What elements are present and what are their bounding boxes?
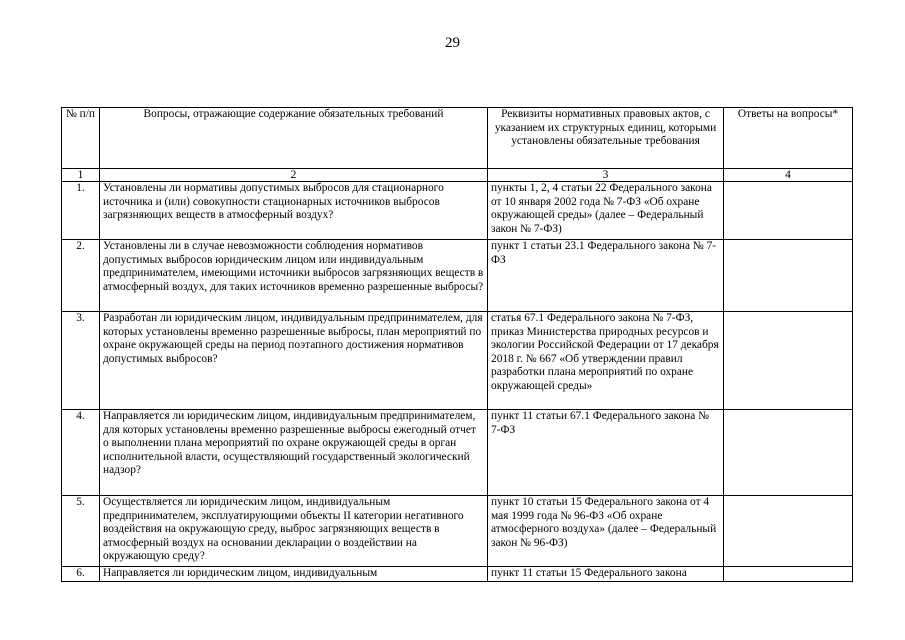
row-question: Направляется ли юридическим лицом, индивидуальным предпринимателем, для которых установлены временно разрешенные выбросы ежегодный отчет о выполнении плана мероприятий по охране окружающей среды в орган исполнительной власти, осуществляющий государственный экологический надзор? [100, 410, 488, 496]
table-header-row [62, 108, 853, 169]
column-number: 3 [488, 169, 724, 182]
table-row [62, 567, 853, 582]
row-answer-cell[interactable] [724, 496, 853, 567]
column-number: 2 [100, 169, 488, 182]
table-row [62, 312, 853, 410]
column-number: 1 [62, 169, 100, 182]
table-row [62, 496, 853, 567]
row-question: Установлены ли нормативы допустимых выбросов для стационарного источника и (или) совокупности стационарных источников выбросов загрязняющих веществ в атмосферный воздух? [100, 182, 488, 240]
header-answers: Ответы на вопросы* [724, 108, 853, 169]
row-reference: пункт 10 статьи 15 Федерального закона от 4 мая 1999 года № 96-ФЗ «Об охране атмосферного воздуха» (далее – Федеральный закон № 96-ФЗ) [488, 496, 724, 567]
row-answer-cell[interactable] [724, 182, 853, 240]
row-number: 2. [62, 240, 100, 312]
row-answer-cell[interactable] [724, 410, 853, 496]
table-row [62, 240, 853, 312]
row-reference: пункт 1 статьи 23.1 Федерального закона № 7-ФЗ [488, 240, 724, 312]
row-number: 5. [62, 496, 100, 567]
row-question: Направляется ли юридическим лицом, индивидуальным [100, 567, 488, 582]
page-number: 29 [445, 35, 460, 51]
row-reference: пункт 11 статьи 15 Федерального закона [488, 567, 724, 582]
table-row [62, 182, 853, 240]
row-answer-cell[interactable] [724, 567, 853, 582]
table-row [62, 410, 853, 496]
header-references: Реквизиты нормативных правовых актов, с указанием их структурных единиц, которыми установлены обязательные требования [488, 108, 724, 169]
requirements-table [61, 107, 853, 582]
row-number: 1. [62, 182, 100, 240]
row-question: Установлены ли в случае невозможности соблюдения нормативов допустимых выбросов юридическим лицом или индивидуальным предпринимателем, имеющими источники выбросов загрязняющих веществ в атмосферный воздух, для таких источников временно разрешенные выбросы? [100, 240, 488, 312]
header-number: № п/п [62, 108, 100, 169]
row-number: 6. [62, 567, 100, 582]
row-question: Разработан ли юридическим лицом, индивидуальным предпринимателем, для которых установлены временно разрешенные выбросы, план мероприятий по охране окружающей среды на период поэтапного достижения нормативов допустимых выбросов? [100, 312, 488, 410]
row-reference: пункт 11 статьи 67.1 Федерального закона № 7-ФЗ [488, 410, 724, 496]
row-reference: статья 67.1 Федерального закона № 7-ФЗ, приказ Министерства природных ресурсов и экологии Российской Федерации от 17 декабря 2018 г. № 667 «Об утверждении правил разработки плана мероприятий по охране окружающей среды» [488, 312, 724, 410]
header-questions: Вопросы, отражающие содержание обязательных требований [100, 108, 488, 169]
row-answer-cell[interactable] [724, 312, 853, 410]
column-numbers-row [62, 169, 853, 182]
row-number: 3. [62, 312, 100, 410]
row-answer-cell[interactable] [724, 240, 853, 312]
column-number: 4 [724, 169, 853, 182]
row-question: Осуществляется ли юридическим лицом, индивидуальным предпринимателем, эксплуатирующими объекты II категории негативного воздействия на окружающую среду, выброс загрязняющих веществ в атмосферный воздух на основании декларации о воздействии на окружающую среду? [100, 496, 488, 567]
row-number: 4. [62, 410, 100, 496]
row-reference: пункты 1, 2, 4 статьи 22 Федерального закона от 10 января 2002 года № 7-ФЗ «Об охране окружающей среды» (далее – Федеральный закон № 7-ФЗ) [488, 182, 724, 240]
